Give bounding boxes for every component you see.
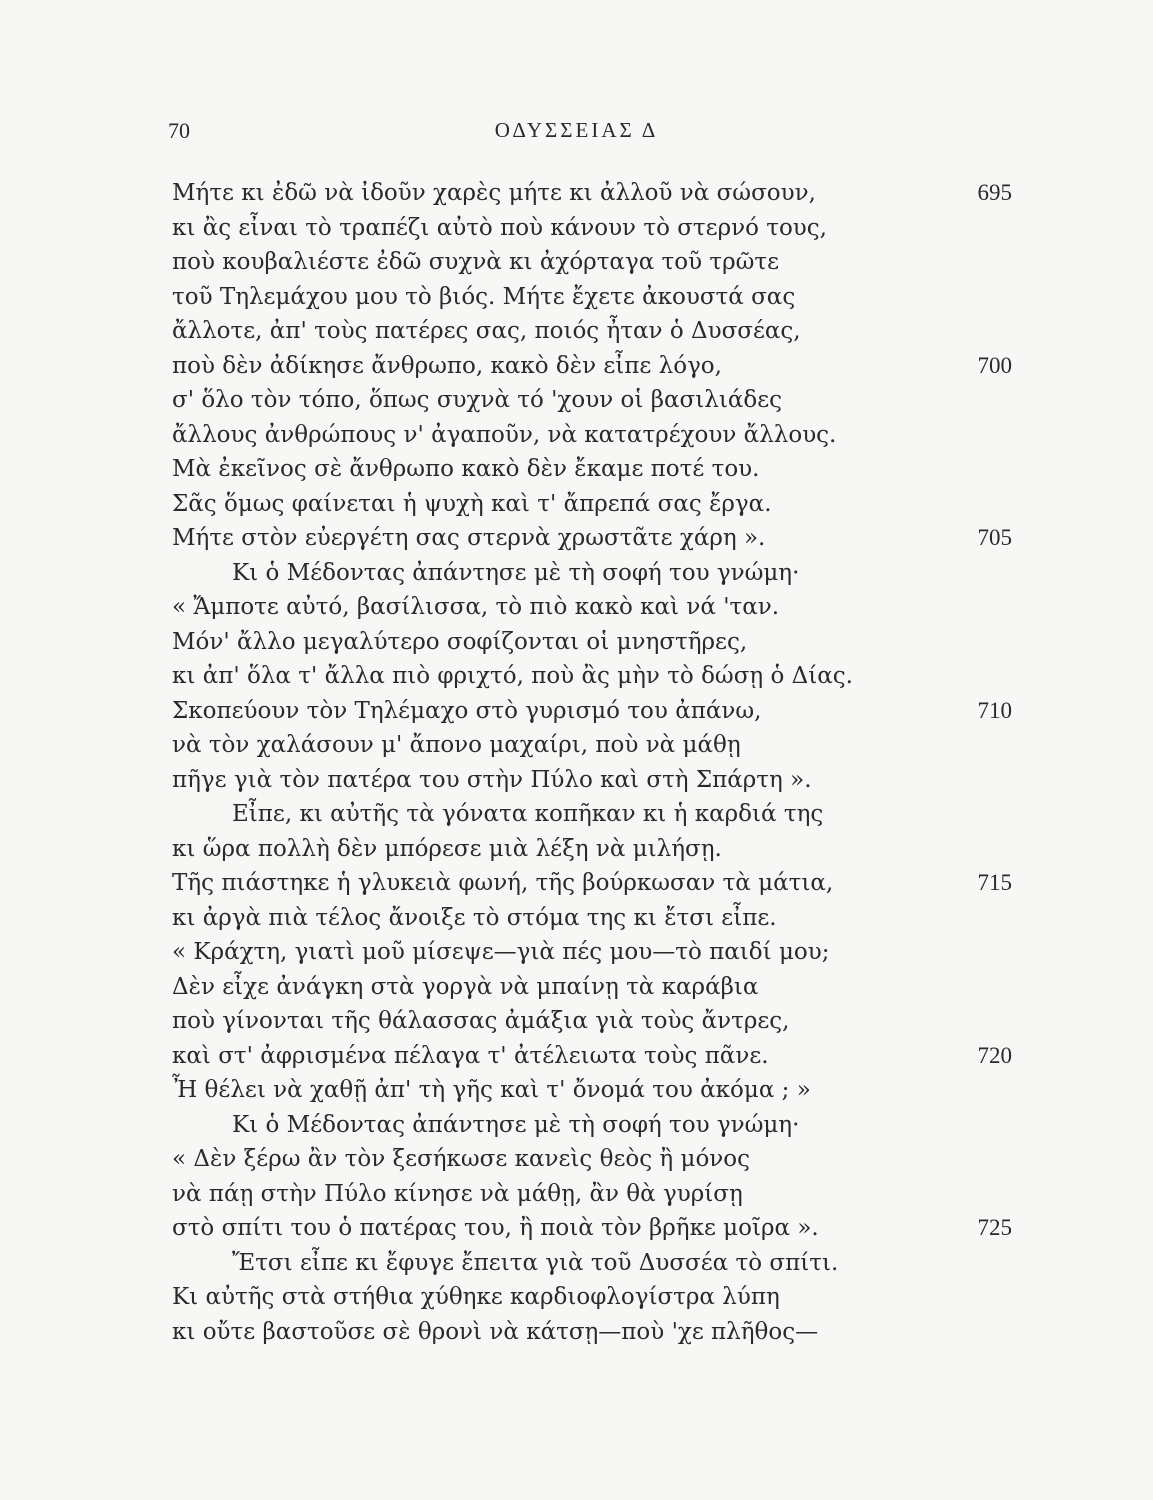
verse-line: [172, 487, 1012, 522]
verse-line: [172, 211, 1012, 246]
verse-text: σ' ὅλο τὸν τόπο, ὅπως συχνὰ τό 'χουν οἱ βασιλιάδες: [172, 387, 783, 413]
verse-line: [172, 556, 1012, 591]
verse-text: Σᾶς ὅμως φαίνεται ἡ ψυχὴ καὶ τ' ἄπρεπά σας ἔργα.: [172, 490, 772, 517]
verse-text: νὰ τὸν χαλάσουν μ' ἄπονο μαχαίρι, ποὺ νὰ μάθῃ: [172, 732, 741, 758]
line-number: 720: [977, 1042, 1012, 1068]
line-number: 715: [977, 870, 1012, 895]
verse-text: καὶ στ' ἀφρισμένα πέλαγα τ' ἀτέλειωτα τοὺς πᾶνε.: [172, 1042, 769, 1069]
verse-line: [172, 1004, 1012, 1039]
verse-line: [172, 245, 1012, 280]
line-number: 705: [977, 525, 1012, 550]
verse-line: [172, 314, 1012, 349]
verse-line: [172, 1108, 1012, 1143]
verse-line: [172, 280, 1012, 315]
verse-text: Ἔτσι εἶπε κι ἔφυγε ἔπειτα γιὰ τοῦ Δυσσέα τὸ σπίτι.: [232, 1249, 839, 1276]
verse-line: [172, 1177, 1012, 1212]
verse-text: Κι ὁ Μέδοντας ἀπάντησε μὲ τὴ σοφή του γνώμη·: [232, 1111, 800, 1138]
verse-line: [172, 1246, 1012, 1281]
line-number: 695: [977, 180, 1012, 205]
verse-text: Μήτε στὸν εὐεργέτη σας στερνὰ χρωστᾶτε χάρη ».: [172, 525, 766, 551]
verse-line: [172, 418, 1012, 453]
verse-text: Τῆς πιάστηκε ἡ γλυκειὰ φωνή, τῆς βούρκωσαν τὰ μάτια,: [172, 870, 834, 896]
verse-line: [172, 866, 1012, 901]
verse-text: κι ἀπ' ὅλα τ' ἄλλα πιὸ φριχτό, ποὺ ἂς μὴν τὸ δώσῃ ὁ Δίας.: [172, 663, 853, 689]
verse-text: ἄλλοτε, ἀπ' τοὺς πατέρες σας, ποιός ἦταν ὁ Δυσσέας,: [172, 318, 801, 344]
verse-text: ἄλλους ἀνθρώπους ν' ἀγαποῦν, νὰ κατατρέχουν ἄλλους.: [172, 421, 837, 448]
verse-line: [172, 901, 1012, 936]
verse-line: [172, 1073, 1012, 1108]
verse-text: τοῦ Τηλεμάχου μου τὸ βιός. Μήτε ἔχετε ἀκουστά σας: [172, 283, 796, 310]
verse-text: ποὺ γίνονται τῆς θάλασσας ἀμάξια γιὰ τοὺς ἄντρες,: [172, 1008, 790, 1034]
running-title: ΟΔΥΣΣΕΙΑΣ Δ: [494, 118, 659, 142]
verse-line: [172, 452, 1012, 487]
verse-text: κι ὥρα πολλὴ δὲν μπόρεσε μιὰ λέξη νὰ μιλήσῃ.: [172, 835, 722, 862]
poem-body: [172, 176, 1012, 1349]
verse-line: [172, 1142, 1012, 1177]
verse-line: [172, 797, 1012, 832]
verse-text: Μὰ ἐκεῖνος σὲ ἄνθρωπο κακὸ δὲν ἔκαμε ποτέ του.: [172, 456, 760, 482]
verse-text: ποὺ δὲν ἀδίκησε ἄνθρωπο, κακὸ δὲν εἶπε λόγο,: [172, 352, 722, 379]
verse-text: Εἶπε, κι αὐτῆς τὰ γόνατα κοπῆκαν κι ἡ καρδιά της: [232, 801, 824, 827]
verse-text: Δὲν εἶχε ἀνάγκη στὰ γοργὰ νὰ μπαίνῃ τὰ καράβια: [172, 973, 759, 1000]
verse-text: Σκοπεύουν τὸν Τηλέμαχο στὸ γυρισμό του ἀπάνω,: [172, 697, 762, 724]
verse-text: κι ἂς εἶναι τὸ τραπέζι αὐτὸ ποὺ κάνουν τὸ στερνό τους,: [172, 214, 827, 241]
verse-line: [172, 1211, 1012, 1246]
line-number: 700: [977, 352, 1012, 378]
verse-text: κι οὔτε βαστοῦσε σὲ θρονὶ νὰ κάτσῃ—ποὺ 'χε πλῆθος—: [172, 1318, 819, 1345]
verse-line: [172, 590, 1012, 625]
verse-line: [172, 176, 1012, 211]
verse-text: πῆγε γιὰ τὸν πατέρα του στὴν Πύλο καὶ στὴ Σπάρτη ».: [172, 766, 812, 793]
verse-line: [172, 1039, 1012, 1074]
verse-text: « Ἄμποτε αὐτό, βασίλισσα, τὸ πιὸ κακὸ καὶ νά 'ταν.: [172, 594, 780, 620]
verse-text: στὸ σπίτι του ὁ πατέρας του, ἢ ποιὰ τὸν βρῆκε μοῖρα ».: [172, 1215, 819, 1241]
verse-line: [172, 383, 1012, 418]
verse-line: [172, 1315, 1012, 1350]
verse-text: Κι ὁ Μέδοντας ἀπάντησε μὲ τὴ σοφή του γνώμη·: [232, 559, 800, 586]
verse-line: [172, 832, 1012, 867]
verse-line: [172, 970, 1012, 1005]
line-number: 710: [977, 697, 1012, 723]
verse-text: « Δὲν ξέρω ἂν τὸν ξεσήκωσε κανεὶς θεὸς ἢ μόνος: [172, 1146, 751, 1172]
verse-line: [172, 1280, 1012, 1315]
verse-line: [172, 349, 1012, 384]
verse-text: Μήτε κι ἐδῶ νὰ ἰδοῦν χαρὲς μήτε κι ἀλλοῦ νὰ σώσουν,: [172, 180, 816, 206]
verse-text: Ἦ θέλει νὰ χαθῇ ἀπ' τὴ γῆς καὶ τ' ὄνομά του ἀκόμα ; »: [172, 1077, 811, 1103]
verse-text: νὰ πάῃ στὴν Πύλο κίνησε νὰ μάθῃ, ἂν θὰ γυρίσῃ: [172, 1180, 743, 1207]
verse-text: ποὺ κουβαλιέστε ἐδῶ συχνὰ κι ἀχόρταγα τοῦ τρῶτε: [172, 249, 780, 275]
verse-text: « Κράχτη, γιατὶ μοῦ μίσεψε—γιὰ πές μου—τὸ παιδί μου;: [172, 939, 830, 965]
page-number: 70: [168, 118, 190, 143]
verse-text: Μόν' ἄλλο μεγαλύτερο σοφίζονται οἱ μνηστῆρες,: [172, 628, 748, 655]
verse-line: [172, 659, 1012, 694]
verse-line: [172, 521, 1012, 556]
line-number: 725: [977, 1215, 1012, 1240]
verse-line: [172, 728, 1012, 763]
verse-text: κι ἀργὰ πιὰ τέλος ἄνοιξε τὸ στόμα της κι ἔτσι εἶπε.: [172, 904, 777, 931]
verse-line: [172, 935, 1012, 970]
verse-line: [172, 763, 1012, 798]
verse-line: [172, 625, 1012, 660]
verse-text: Κι αὐτῆς στὰ στήθια χύθηκε καρδιοφλογίστρα λύπη: [172, 1284, 780, 1310]
page-header: [0, 118, 1153, 148]
verse-line: [172, 694, 1012, 729]
